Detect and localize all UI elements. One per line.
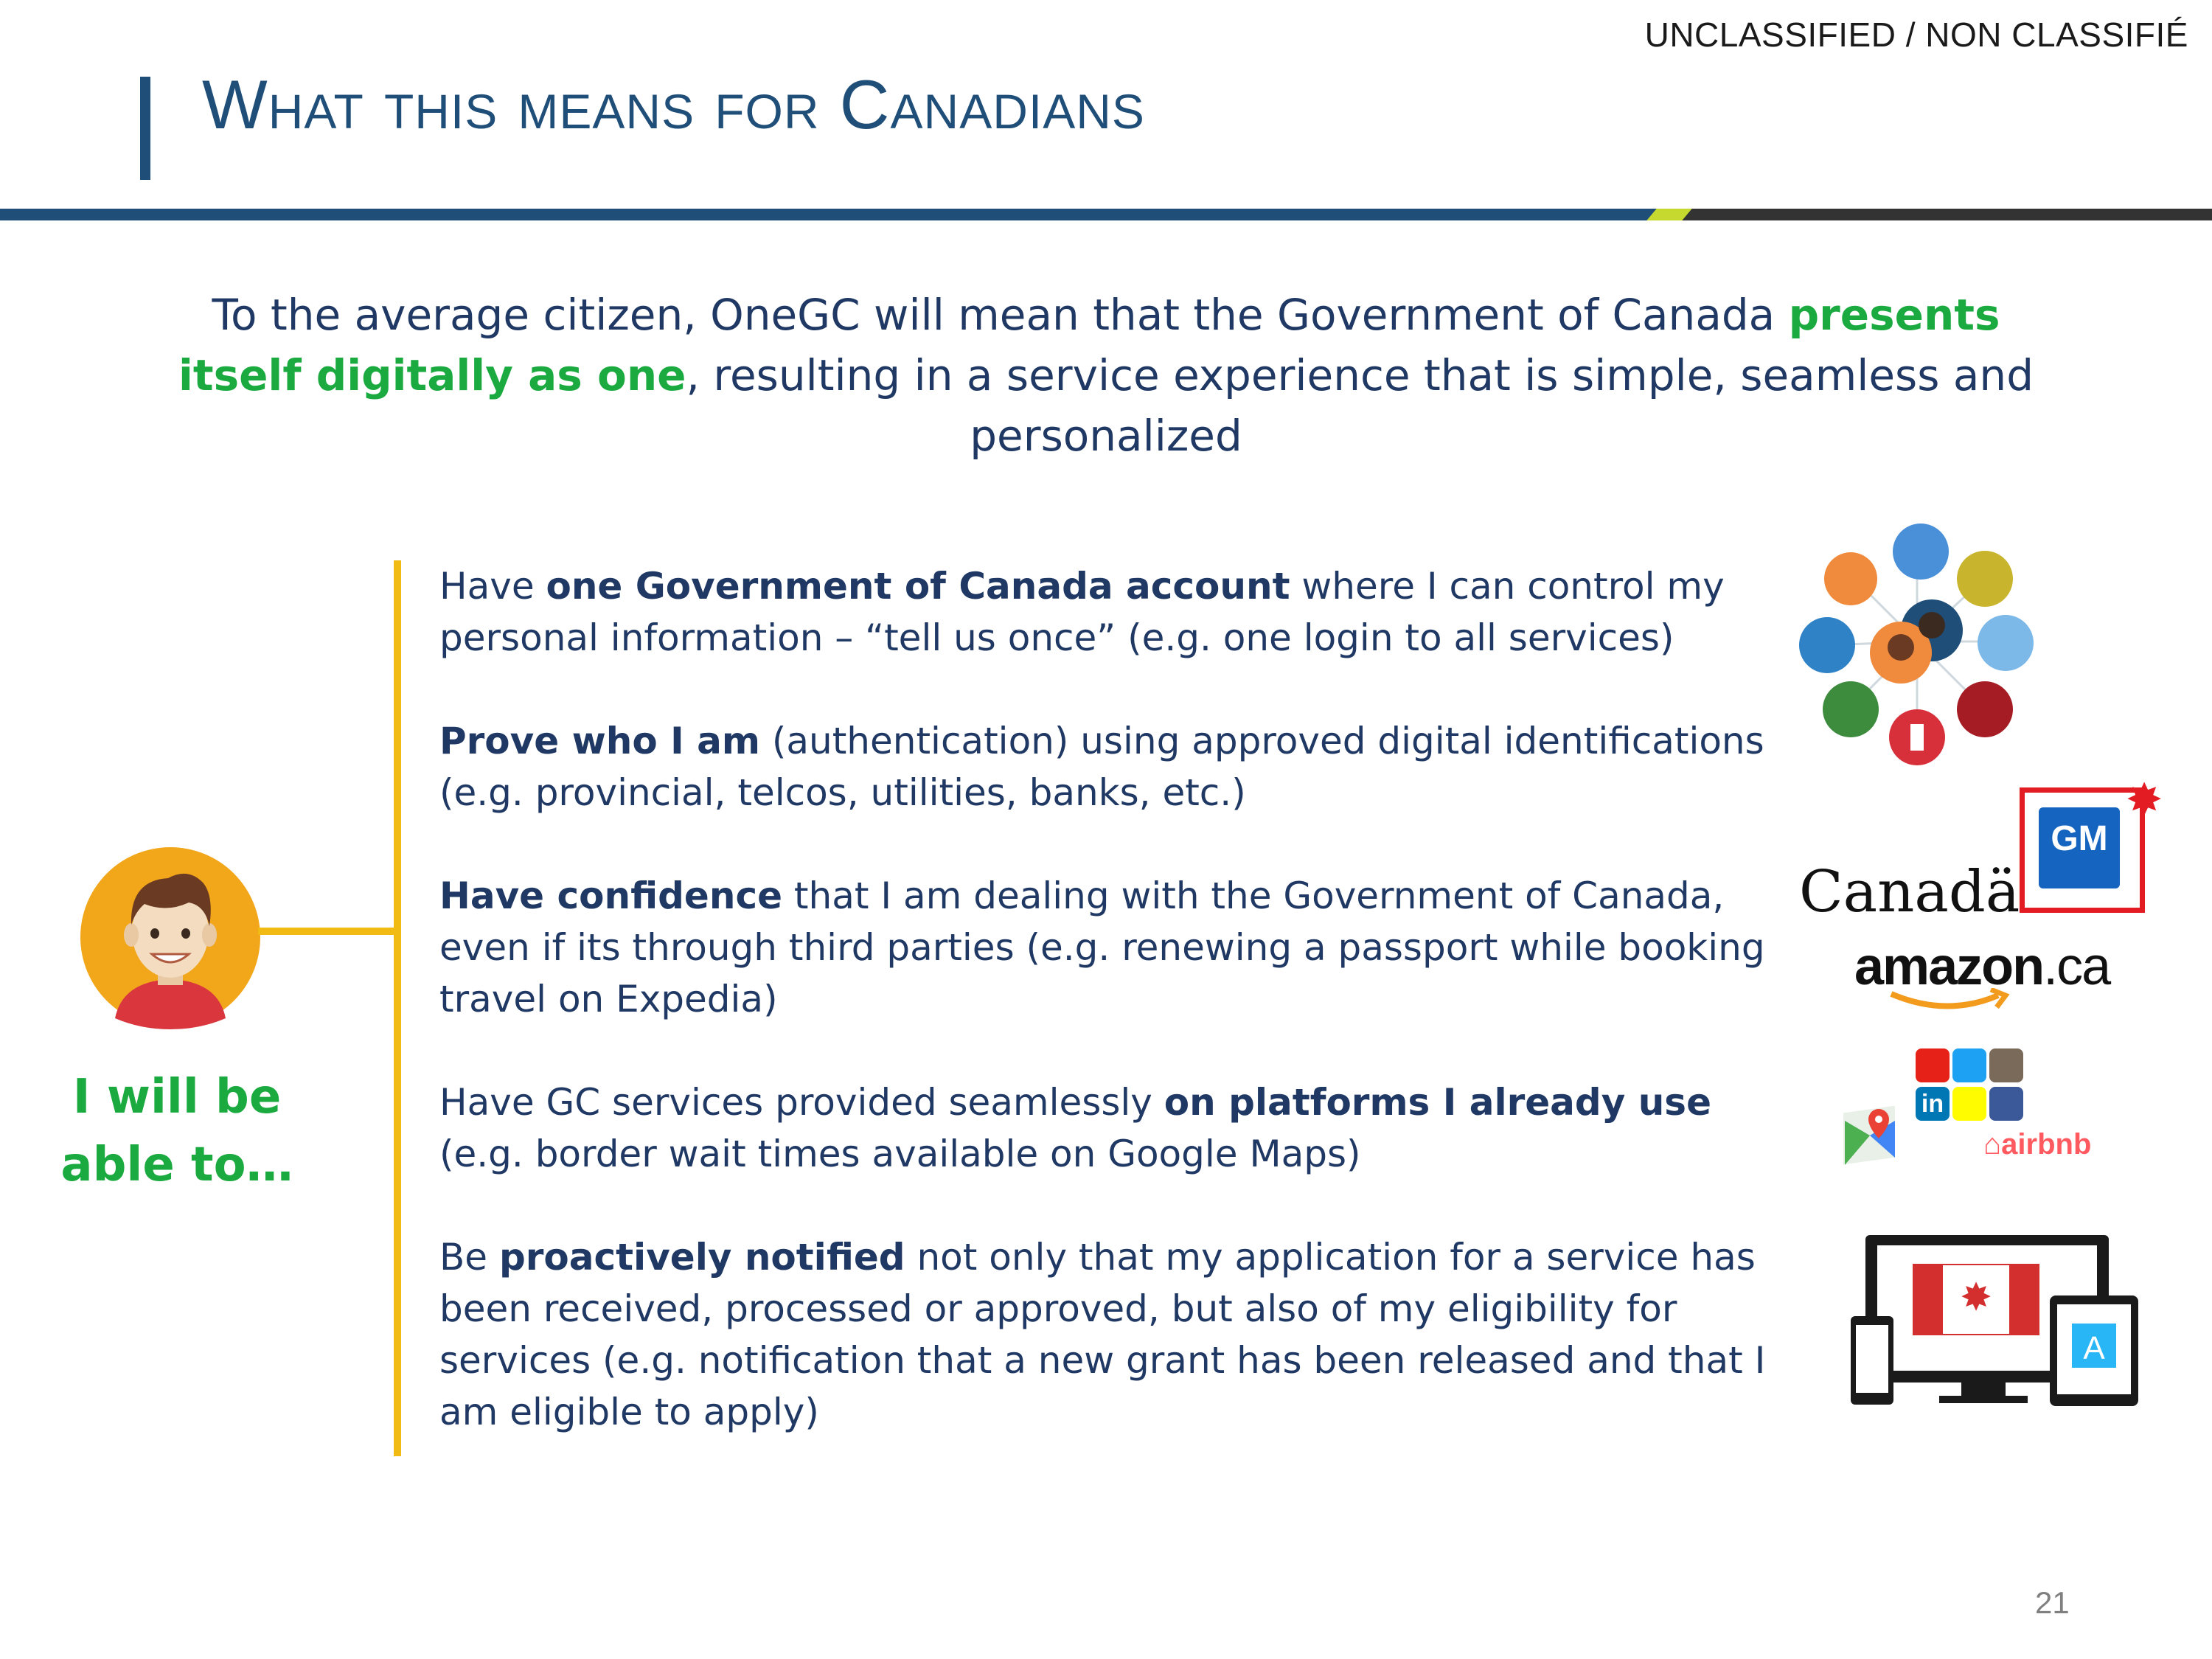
capability-item-notifications: Be proactively notified not only that my application for a service has been received, processed or approved, but also of my eligibility for services (e.g. notification that a new grant has been released and that I am eligible to apply)	[439, 1236, 1766, 1433]
youtube-icon	[1916, 1048, 1950, 1082]
gm-canada-logo	[2017, 774, 2175, 933]
classification-label: UNCLASSIFIED / NON CLASSIFIÉ	[1644, 15, 2188, 54]
airbnb-wordmark: airbnb	[2001, 1128, 2092, 1161]
snapchat-icon	[1952, 1087, 1986, 1121]
gm-logo-text: GM	[2051, 819, 2108, 858]
connector-vertical	[394, 560, 401, 1456]
canada-wordmark: Canadä	[1799, 859, 2020, 925]
header-rule-blue	[0, 209, 1659, 220]
capability-item-account: Have one Government of Canada account where I can control my personal information – “tell us once” (e.g. one login to all services)	[439, 565, 1725, 659]
airbnb-icon: ⌂	[1983, 1128, 2002, 1161]
svg-text:✸: ✸	[1960, 1276, 1992, 1319]
capability-item-confidence: Have confidence that I am dealing with the Government of Canada, even if its through third parties (e.g. renewing a passport while booking travel on Expedia)	[439, 874, 1765, 1020]
title-accent-bar	[140, 77, 150, 180]
page-title: What this means for Canadians	[202, 66, 1145, 143]
connector-horizontal	[258, 928, 398, 935]
page-number: 21	[2035, 1585, 2070, 1620]
svg-text:A: A	[2083, 1330, 2105, 1366]
amazon-smile-icon	[1888, 988, 2013, 1018]
maple-leaf-icon: ✸	[2126, 775, 2163, 824]
facebook-icon	[1989, 1087, 2023, 1121]
header-rule-dark	[1681, 209, 2212, 220]
service-cluster-icon	[1792, 516, 2042, 767]
citizen-avatar-icon	[78, 845, 262, 1029]
intro-highlight: presents itself digitally as one	[178, 290, 2000, 400]
intro-text-start: To the average citizen, OneGC will mean that the Government of Canada	[212, 290, 1789, 340]
instagram-icon	[1989, 1048, 2023, 1082]
intro-statement	[147, 285, 2065, 466]
amazon-wordmark: amazon	[1854, 937, 2044, 996]
social-apps-icon	[1913, 1047, 2023, 1128]
capability-item-platforms: Have GC services provided seamlessly on platforms I already use (e.g. border wait times available on Google Maps)	[439, 1081, 1711, 1175]
persona-label: I will be able to…	[60, 1070, 293, 1192]
intro-text-end: , resulting in a service experience that is simple, seamless and personalized	[686, 350, 2034, 461]
amazon-suffix: .ca	[2043, 937, 2110, 996]
capability-item-authentication: Prove who I am (authentication) using approved digital identifications (e.g. provincial, telcos, utilities, banks, etc.)	[439, 720, 1764, 814]
airbnb-logo	[1983, 1128, 2091, 1161]
devices-icon	[1851, 1228, 2146, 1412]
twitter-icon	[1952, 1048, 1986, 1082]
google-maps-icon	[1840, 1106, 1902, 1168]
linkedin-icon: in	[1916, 1087, 1950, 1121]
